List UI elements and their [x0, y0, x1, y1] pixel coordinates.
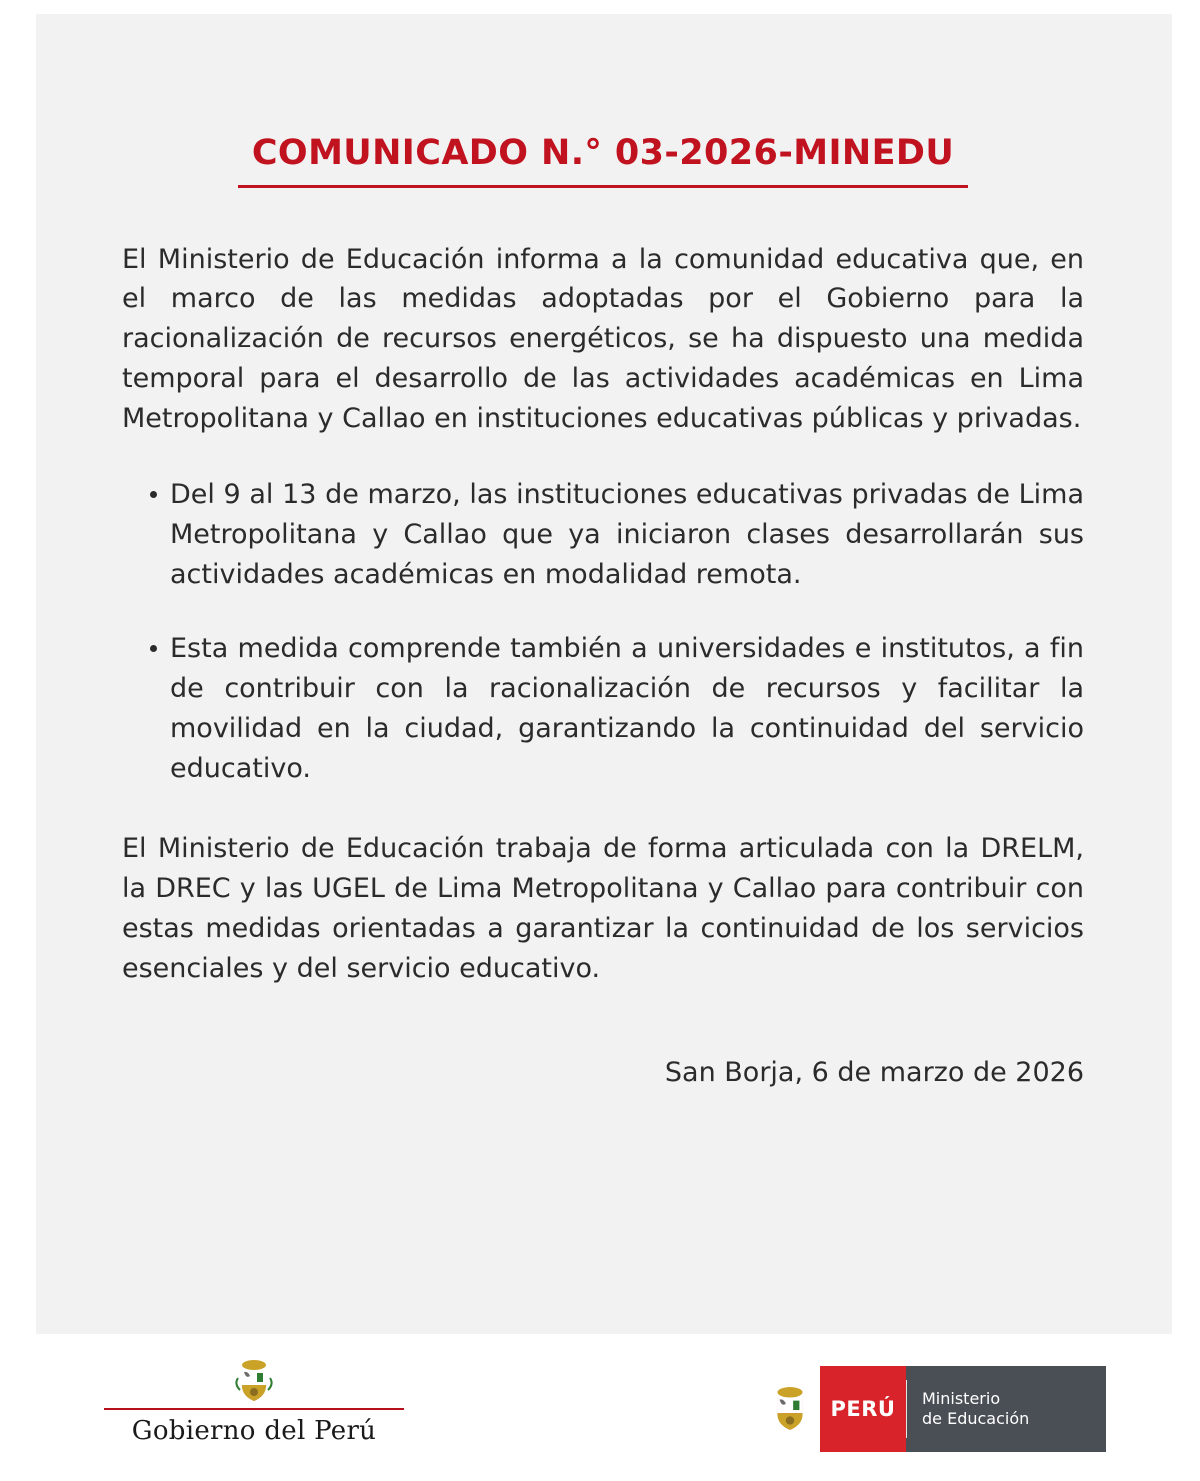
- communique-card: [36, 14, 1172, 1334]
- list-item-text: Del 9 al 13 de marzo, las instituciones educativas privadas de Lima Metropolitana y Callao que ya iniciaron clases desarrollarán sus actividades académicas en modalidad remota.: [170, 479, 1084, 591]
- bullet-dot-icon: [150, 645, 157, 652]
- list-item: [122, 629, 1084, 789]
- title-block: [122, 134, 1084, 188]
- minedu-logo: [760, 1366, 1106, 1452]
- page-title: COMUNICADO N.° 03-2026-MINEDU: [251, 133, 955, 173]
- minedu-ministry-line2: de Educación: [922, 1409, 1030, 1428]
- place-date: San Borja, 6 de marzo de 2026: [664, 1056, 1084, 1088]
- gobierno-divider: [104, 1408, 404, 1410]
- intro-paragraph: El Ministerio de Educación informa a la comunidad educativa que, en el marco de las medidas adoptadas por el Gobierno para la racionalización de recursos energéticos, se ha dispuesto una medida temporal para el desarrollo de las actividades académicas en Lima Metropolitana y Callao en instituciones educativas públicas y privadas.: [122, 243, 1084, 435]
- minedu-ministry-name: [906, 1366, 1106, 1452]
- peru-coat-of-arms-icon: [767, 1384, 813, 1434]
- closing-paragraph: El Ministerio de Educación trabaja de forma articulada con la DRELM, la DREC y las UGEL de Lima Metropolitana y Callao para contribuir con estas medidas orientadas a garantizar la continuidad de los servicios esenciales y del servicio educativo.: [122, 832, 1084, 984]
- gobierno-label: Gobierno del Perú: [131, 1415, 377, 1446]
- list-item-text: Esta medida comprende también a universidades e institutos, a fin de contribuir con la racionalización de recursos y facilitar la movilidad en la ciudad, garantizando la continuidad del servicio educativo.: [170, 633, 1084, 784]
- list-item: [122, 475, 1084, 595]
- footer: [0, 1348, 1200, 1481]
- title-underline: [238, 185, 968, 188]
- minedu-shield-box: [760, 1366, 820, 1452]
- minedu-country-label: PERÚ: [820, 1366, 906, 1452]
- minedu-ministry-line1: Ministerio: [922, 1389, 1001, 1408]
- peru-coat-of-arms-icon: [232, 1358, 276, 1404]
- bullet-dot-icon: [150, 491, 157, 498]
- communique-content: [122, 134, 1084, 1088]
- measures-list: [122, 475, 1084, 789]
- minedu-vertical-divider: [906, 1380, 907, 1438]
- gobierno-del-peru-logo: [104, 1358, 404, 1446]
